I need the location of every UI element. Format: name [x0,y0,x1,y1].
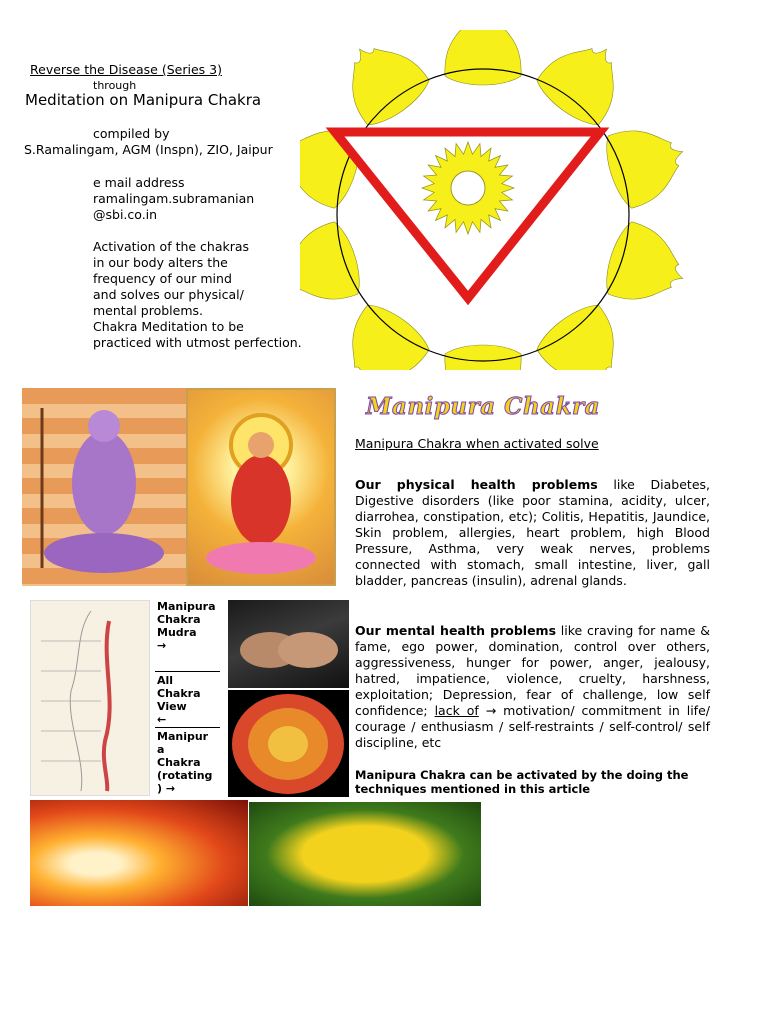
shiva-image [22,388,186,586]
lakshmi-image [186,388,336,586]
all-chakra-view-label [157,674,201,726]
arrow-right-icon: → [157,639,167,652]
section-heading: Manipura Chakra [366,393,601,420]
manipura-chakra-symbol [300,30,700,370]
physical-text: like Diabetes, Digestive disorders (like poor stamina, acidity, ulcer, diarrohea, constipation, etc); Colitis, Hepatitis, Jaundice, Skin problem, allergies, heart problem, high Blood Pressure, Asthma, very weak nerves, problems connected with stomach, small intestine, liver, gall bladder, pancreas (insulin), adrenal glands. [355,477,710,588]
page-title: Meditation on Manipura Chakra [25,91,262,109]
email-line-1: ramalingam.subramanian [93,191,255,206]
mental-problems-paragraph [355,623,710,751]
mental-lead: Our mental health problems [355,623,557,638]
petal [445,30,521,85]
label-line: a [157,743,165,756]
label-line: Manipura [157,600,216,613]
intro-line: frequency of our mind [93,271,232,286]
sun-center [451,171,485,205]
author: S.Ramalingam, AGM (Inspn), ZIO, Jaipur [24,142,273,157]
physical-problems-paragraph [355,477,710,589]
label-line: Chakra [157,756,201,769]
physical-lead: Our physical health problems [355,477,598,492]
compiled-by: compiled by [93,126,170,141]
intro-line: in our body alters the [93,255,228,270]
intro-line: and solves our physical/ [93,287,244,302]
mudra-hands-image [228,600,349,688]
rotating-chakra-image [228,690,349,797]
petal [600,219,695,315]
mudra-label [157,600,216,652]
arrow-left-icon: ← [157,713,167,726]
section-subheading: Manipura Chakra when activated solve [355,436,599,451]
label-line: Manipur [157,730,209,743]
intro-line: mental problems. [93,303,204,318]
label-line: Mudra [157,626,197,639]
yellow-flower-image [249,802,481,906]
divider [155,671,220,672]
rotating-chakra-label [157,730,212,795]
series-title: Reverse the Disease (Series 3) [30,62,222,77]
activation-note: Manipura Chakra can be activated by the doing the techniques mentioned in this article [355,768,689,796]
label-line: (rotating [157,769,213,782]
spine-anatomy-image [30,600,150,796]
label-line: ) → [157,782,176,795]
divider [155,727,220,728]
petal [531,30,637,132]
label-line: All [157,674,174,687]
lack-of-text: lack of [434,703,479,718]
label-line: Chakra [157,613,201,626]
intro-line: Chakra Meditation to be [93,319,244,334]
sun-icon [422,142,514,234]
intro-line: Activation of the chakras [93,239,250,254]
petal [531,298,637,370]
intro-text [93,239,302,351]
email-label: e mail address [93,175,185,190]
fire-image [30,800,248,906]
label-line: View [157,700,187,713]
mental-text: like craving for name & fame, ego power, domination, control over others, aggressiveness, hunger for power, anger, jealousy, hatred, impatience, violence, cruelty, harshness, exploitation; Depression, fear of challenge, low self confidence; [355,623,710,718]
label-line: Chakra [157,687,201,700]
petal [300,219,366,315]
mental-text-continued: → motivation/ commitment in life/ courage / enthusiasm / self-restraints / self-control/ self discipline, etc [355,703,710,750]
petal [445,345,521,370]
petal [600,115,695,211]
petal [329,298,435,370]
through-text: through [93,79,137,92]
email-line-2: @sbi.co.in [93,207,158,222]
intro-line: practiced with utmost perfection. [93,335,302,350]
petal [329,30,435,132]
